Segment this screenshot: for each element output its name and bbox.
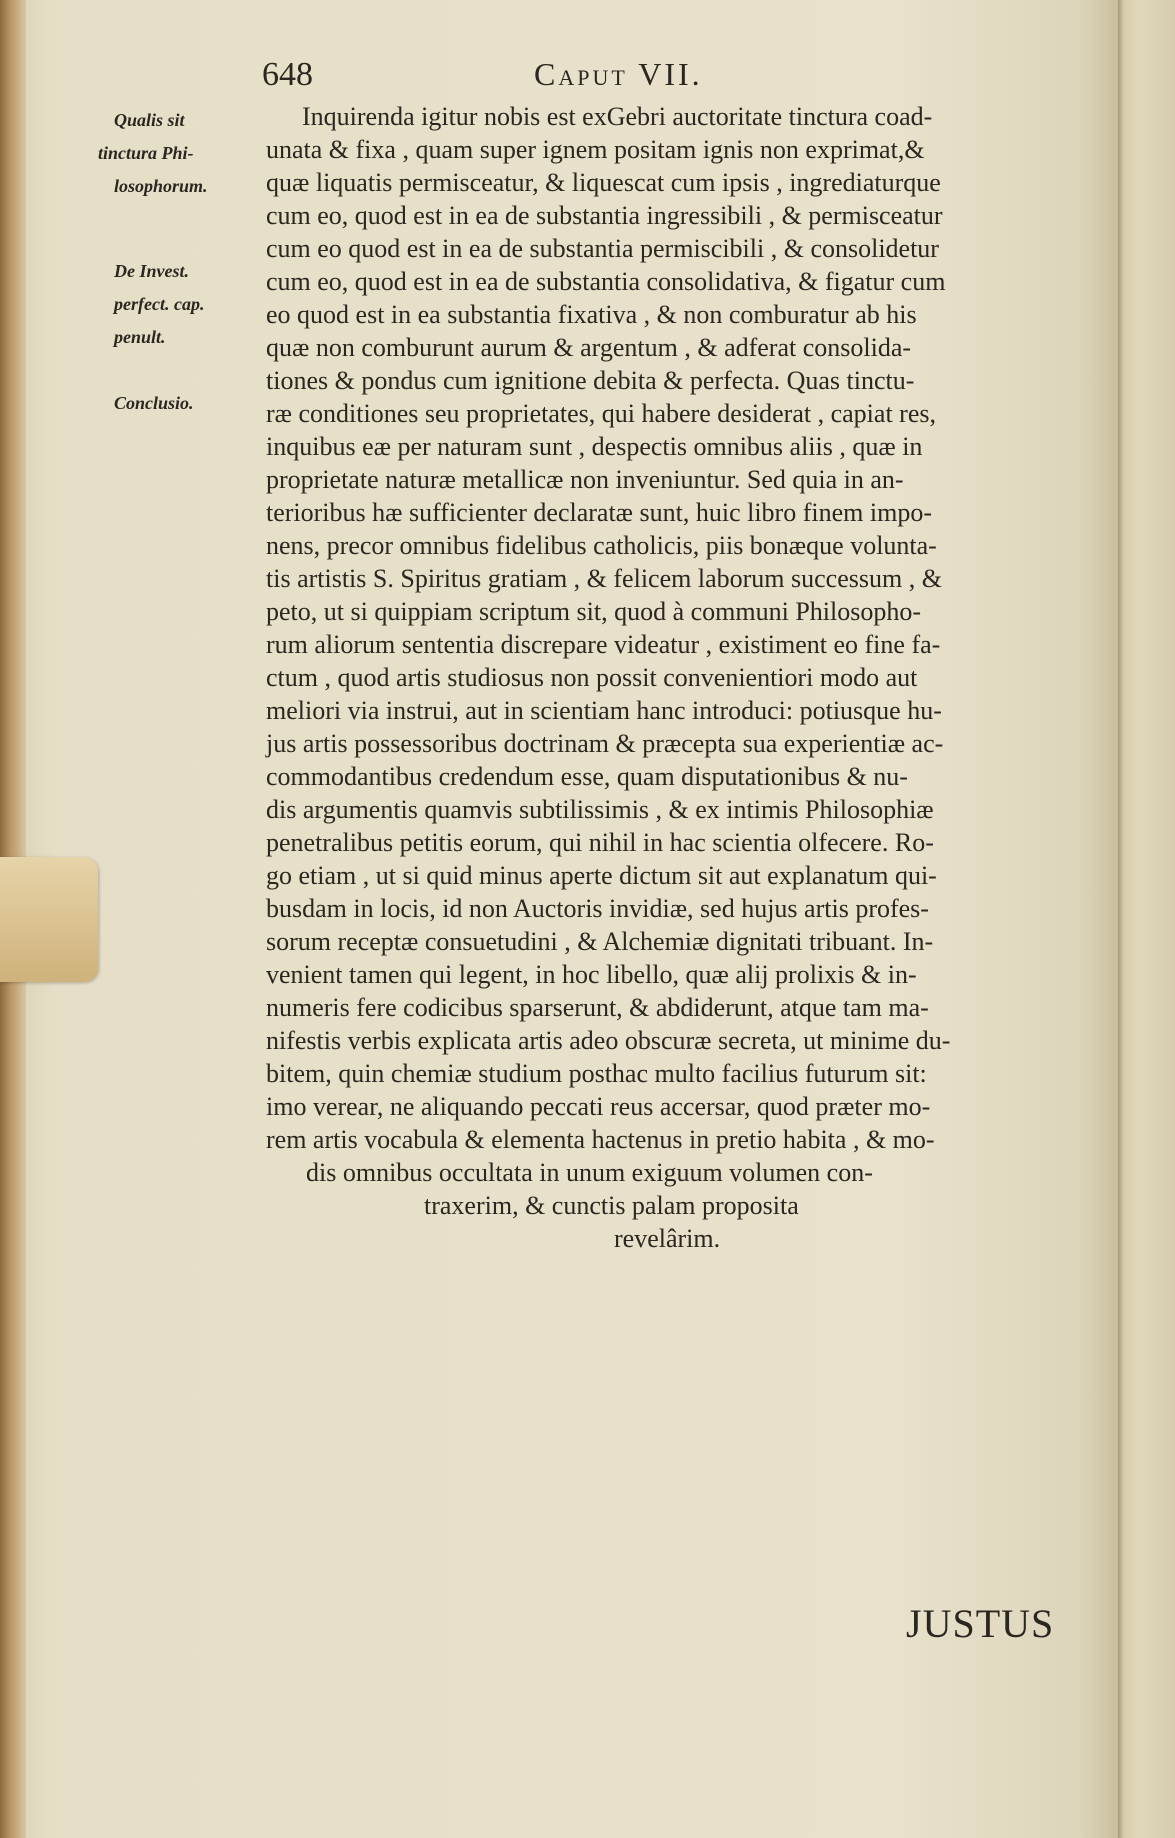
text-line: busdam in locis, id non Auctoris invidiæ, sed hujus artis profes- xyxy=(266,894,929,923)
text-line: cum eo, quod est in ea de substantia consolidativa, & figatur cum xyxy=(266,267,946,296)
margin-note: perfect. cap. xyxy=(114,294,205,314)
margin-note: Conclusio. xyxy=(114,393,194,413)
margin-note: Qualis sit xyxy=(114,110,185,130)
text-line: sorum receptæ consuetudini , & Alchemiæ dignitati tribuant. In- xyxy=(266,927,934,956)
text-line: ctum , quod artis studiosus non possit convenientiori modo aut xyxy=(266,663,918,692)
margin-note: losophorum. xyxy=(114,176,208,196)
text-line: bitem, quin chemiæ studium posthac multo facilius futurum sit: xyxy=(266,1059,927,1088)
text-line: cum eo quod est in ea de substantia permiscibili , & consolidetur xyxy=(266,234,939,263)
paper-tab xyxy=(0,857,98,982)
margin-note: De Invest. xyxy=(114,261,189,281)
text-line: dis argumentis quamvis subtilissimis , & ex intimis Philosophiæ xyxy=(266,795,934,824)
text-line: ræ conditiones seu proprietates, qui habere desiderat , capiat res, xyxy=(266,399,936,428)
text-line: imo verear, ne aliquando peccati reus accersar, quod præter mo- xyxy=(266,1092,931,1121)
margin-note: penult. xyxy=(114,327,166,347)
catchword: JUSTUS xyxy=(906,1601,1055,1646)
text-line: penetralibus petitis eorum, qui nihil in hac scientia olfecere. Ro- xyxy=(266,828,934,857)
text-line: numeris fere codicibus sparserunt, & abdiderunt, atque tam ma- xyxy=(266,993,929,1022)
text-line: traxerim, & cunctis palam proposita xyxy=(424,1191,799,1220)
text-line: tiones & pondus cum ignitione debita & perfecta. Quas tinctu- xyxy=(266,366,915,395)
text-line: rem artis vocabula & elementa hactenus in pretio habita , & mo- xyxy=(266,1125,935,1154)
text-line: unata & fixa , quam super ignem positam ignis non exprimat,& xyxy=(266,135,925,164)
next-page-edge xyxy=(1118,0,1175,1838)
text-line: revelârim. xyxy=(614,1224,721,1253)
text-line: eo quod est in ea substantia fixativa , & non comburatur ab his xyxy=(266,300,917,329)
text-line: tis artistis S. Spiritus gratiam , & felicem laborum successum , & xyxy=(266,564,942,593)
text-line: nifestis verbis explicata artis adeo obscuræ secreta, ut minime du- xyxy=(266,1026,951,1055)
text-line: go etiam , ut si quid minus aperte dictum sit aut explanatum qui- xyxy=(266,861,937,890)
text-line: nens, precor omnibus fidelibus catholicis, piis bonæque volunta- xyxy=(266,531,937,560)
page-number: 648 xyxy=(262,56,313,93)
text-line: cum eo, quod est in ea de substantia ingressibili , & permisceatur xyxy=(266,201,943,230)
text-line: Inquirenda igitur nobis est exGebri auctoritate tinctura coad- xyxy=(302,102,933,131)
text-line: dis omnibus occultata in unum exiguum volumen con- xyxy=(306,1158,873,1187)
text-line: commodantibus credendum esse, quam disputationibus & nu- xyxy=(266,762,908,791)
text-line: proprietate naturæ metallicæ non inveniuntur. Sed quia in an- xyxy=(266,465,904,494)
running-header xyxy=(262,56,822,100)
text-line: inquibus eæ per naturam sunt , despectis omnibus aliis , quæ in xyxy=(266,432,923,461)
margin-note: tinctura Phi- xyxy=(98,143,194,163)
chapter-title: Caput VII. xyxy=(534,56,703,92)
text-line: venient tamen qui legent, in hoc libello, quæ alij prolixis & in- xyxy=(266,960,917,989)
text-line: quæ non comburunt aurum & argentum , & adferat consolida- xyxy=(266,333,912,362)
text-line: terioribus hæ sufficienter declaratæ sunt, huic libro finem impo- xyxy=(266,498,932,527)
text-line: jus artis possessoribus doctrinam & præcepta sua experientiæ ac- xyxy=(266,729,944,758)
text-line: peto, ut si quippiam scriptum sit, quod à communi Philosopho- xyxy=(266,597,922,626)
text-line: meliori via instrui, aut in scientiam hanc introduci: potiusque hu- xyxy=(266,696,942,725)
text-line: rum aliorum sententia discrepare videatur , existiment eo fine fa- xyxy=(266,630,941,659)
text-line: quæ liquatis permisceatur, & liquescat cum ipsis , ingrediaturque xyxy=(266,168,941,197)
